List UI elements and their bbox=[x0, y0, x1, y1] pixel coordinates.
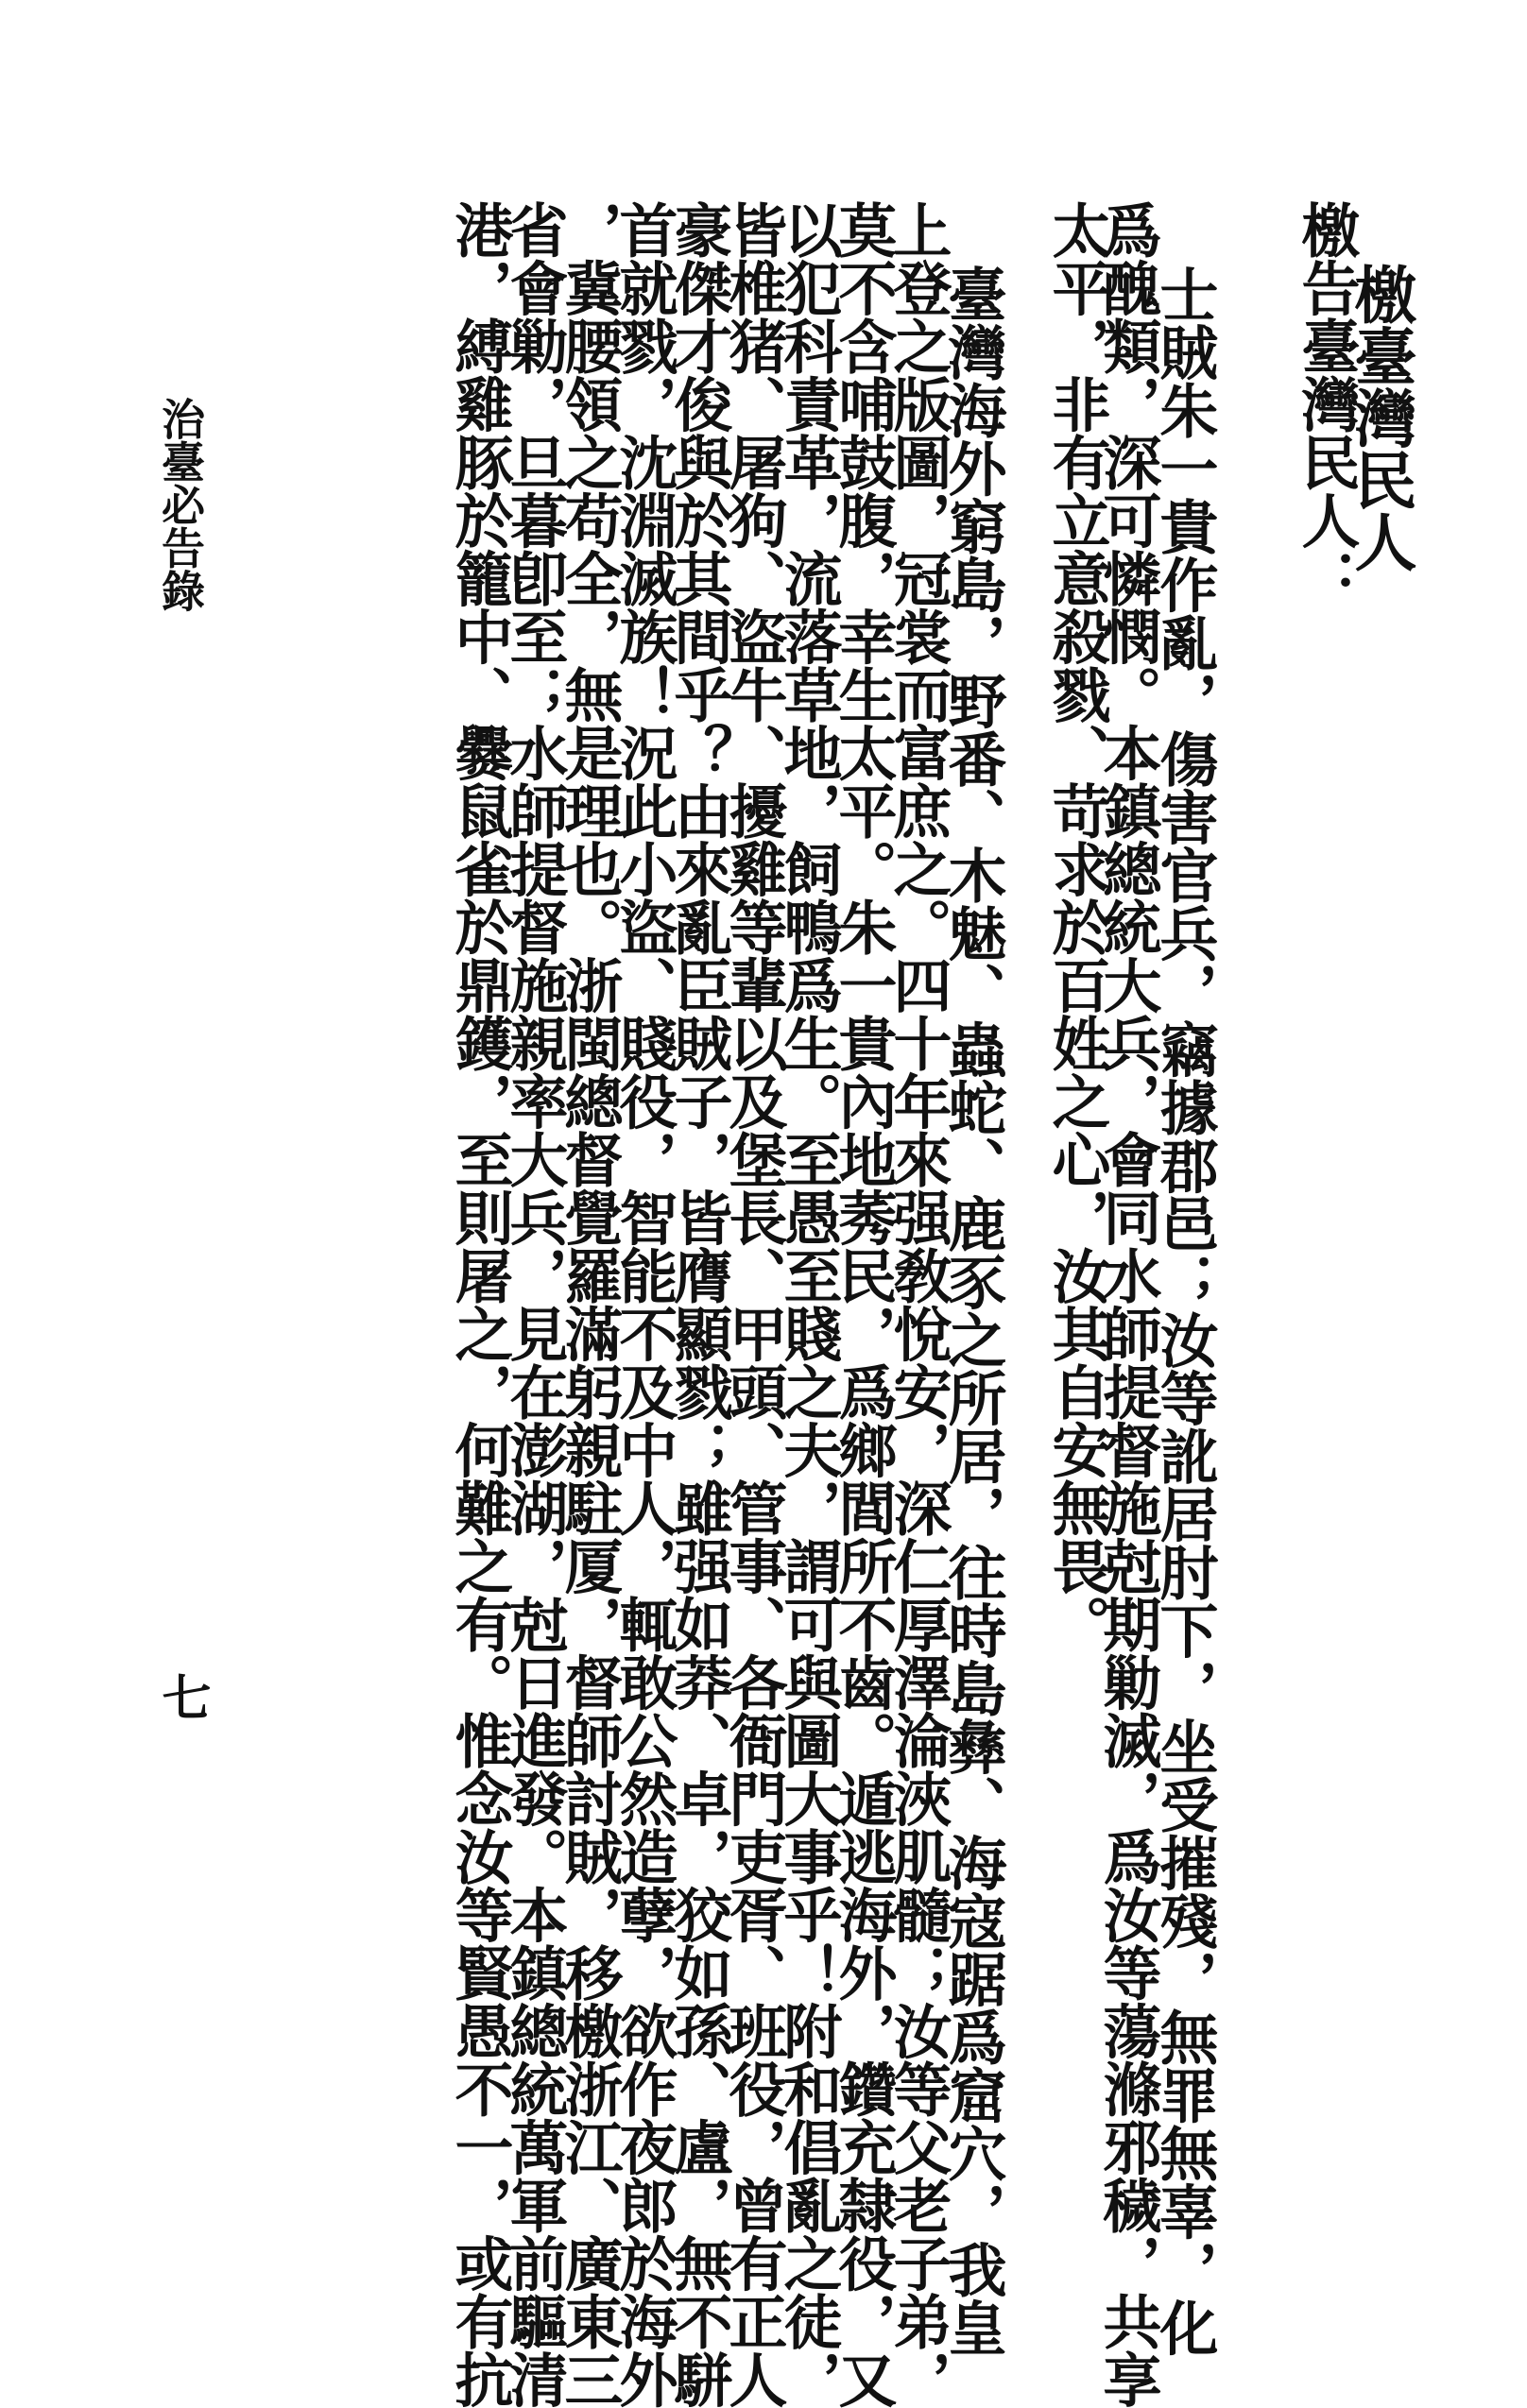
text-column-12: 省會勦，旦暮卽至；水師提督施親率大兵，見在澎湖，尅日進發。本鎮總統萬軍前驅清 bbox=[500, 200, 569, 2408]
text-column-1: 士賊朱一貴作亂，傷害官兵，竊據郡邑；汝等訛居肘下，坐受摧殘，無罪無辜，化 bbox=[1150, 265, 1219, 2356]
document-title: 檄臺灣民人 bbox=[1344, 263, 1417, 572]
text-column-9: 豪傑才俊與於其間乎？由來亂臣賊子，皆膺顯戮；雖强如莽、卓，狡如孫、盧，無不駢 bbox=[664, 200, 733, 2408]
text-column-13: 港，縛雞豚於籠中、爨鼠雀於鼎鑊，至則屠之，何難之有。惟念汝等賢愚不一，或有抗 bbox=[445, 200, 514, 2408]
text-column-11: ，冀腰領之苟全，無是理也。浙閩總督覺羅滿躬親駐厦，督師討賊，移檄浙江、廣東三 bbox=[555, 200, 624, 2408]
page-number: 七 bbox=[153, 1672, 211, 1721]
text-column-3: 太平，非有立意殺戮、苛求於百姓之心，汝其自安無畏。 bbox=[1042, 200, 1111, 1653]
text-column-5: 上登之版圖，冠裳而富庶之。四十年來强敎悅安，深仁厚澤淪浹肌髓；汝等父老子弟， bbox=[884, 200, 952, 2408]
text-column-7: 以犯科責革，流落草地，飼鴨爲生。至愚至賤之夫，謂可與圖大事乎！附和倡亂之徒， bbox=[774, 200, 843, 2408]
text-column-4: 臺灣海外窮島，野番、木魅、蟲蛇、鹿豕之所居，往時島彝、海寇踞爲窟穴，我皇 bbox=[938, 265, 1007, 2356]
text-column-6: 莫不含哺鼓腹，幸生太平。朱一貴內地莠民，爲鄉閭所不齒。遁逃海外，鑽充隸役，又 bbox=[829, 200, 898, 2408]
text-column-2: 爲醜類，深可憐憫。本鎮總統大兵，會同水師提督施尅期勦滅，爲汝等蕩滌邪穢，共享 bbox=[1093, 200, 1162, 2408]
book-title-margin: 治臺必告錄 bbox=[155, 397, 206, 612]
text-column-8: 皆椎猪、屠狗、盜牛、擾雞等輩以及堡長、甲頭、管事、各衙門吏胥、班役，曾有正人 bbox=[719, 200, 788, 2408]
text-column-10: 首就戮，沈淵滅族！況此小盜、賤役，智能不及中人，輒敢公然造孽，欲作夜郎於海外 bbox=[609, 200, 678, 2408]
salutation-line: 檄告臺灣民人： bbox=[1292, 200, 1361, 607]
